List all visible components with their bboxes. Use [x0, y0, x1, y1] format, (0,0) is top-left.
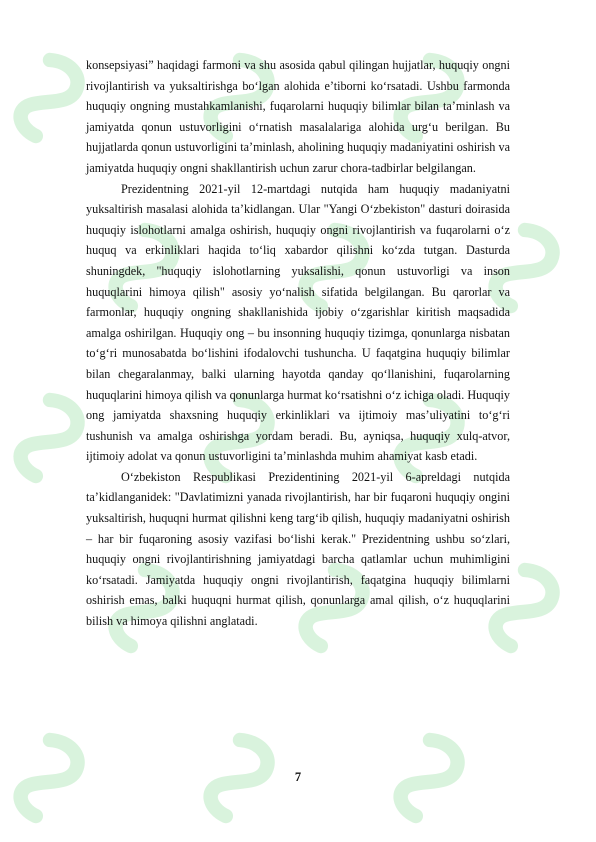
paragraph: Prezidentning 2021-yil 12-martdagi nutqida ham huquqiy madaniyatni yuksaltirish masalasi alohida ta’kidlangan. Ular "Yangi Oʻzbekiston" dasturi doirasida huquqiy islohotlarni amalga oshirish, huquqiy ongni rivojlantirish va fuqarolarni oʻz huquq va erkinliklari haqida toʻliq xabardor qilishni koʻzda tutgan. Dasturda shuningdek, "huquqiy islohotlarning yuksalishi, qonun ustuvorligi va inson huquqlarini himoya qilish" asosiy yoʻnalish sifatida belgilangan. Bu qarorlar va farmonlar, huquqiy ongning shakllanishida ijobiy oʻzgarishlar kiritish maqsadida amalga oshirilgan. Huquqiy ong – bu insonning huquqiy tizimga, qonunlarga nisbatan toʻgʻri munosabatda boʻlishini ifodalovchi tushuncha. U faqatgina huquqiy bilimlar bilan chegaralanmay, balki ularning hayotda qanday qoʻllanishini, fuqarolarning huquqlarini himoya qilish va qonunlarga hurmat koʻrsatishni oʻz ichiga oladi. Huquqiy ong jamiyatda shaxsning huquqiy erkinliklari va ijtimoiy mas’uliyatini toʻgʻri tushunish va amalga oshirishga yordam beradi. Bu, ayniqsa, huquqiy xulq-atvor, ijtimoiy adolat va qonun ustuvorligini ta’minlashda muhim ahamiyat kasb etadi.	[86, 181, 510, 464]
watermark-mark	[9, 396, 84, 481]
paragraph: konsepsiyasi” haqidagi farmoni va shu asosida qabul qilingan hujjatlar, huquqiy ongni rivojlantirish va yuksaltirishga boʻlgan alohida e’tiborni koʻrsatadi. Ushbu farmonda huquqiy ongning mustahkamlanishi, fuqarolarni huquqiy bilimlar bilan ta’minlash va jamiyatda qonun ustuvorligini oʻrnatish masalalariga alohida urgʻu berilgan. Bu hujjatlarda qonun ustuvorligini ta’minlash, aholining huquqiy madaniyatini oshirish va jamiyatda huquqiy ongni shakllantirish uchun zarur chora-tadbirlar belgilangan.	[86, 58, 510, 175]
paragraph: Oʻzbekiston Respublikasi Prezidentining 2021-yil 6-apreldagi nutqida ta’kidlanganidek: "Davlatimizni yanada rivojlantirish, har bir fuqaroni huquqiy ongini yuksaltirish, huquqni hurmat qilishni keng targʻib qilish, huquqiy madaniyatni oshirish – har bir fuqaroning asosiy vazifasi boʻlishi kerak." Prezidentning ushbu soʻzlari, huquqiy ongni rivojlantirishning jamiyatdagi barcha qatlamlar uchun muhimligini koʻrsatadi. Jamiyatda huquqiy ongni rivojlantirish, faqatgina huquqiy bilimlarni oshirish emas, balki huquqni hurmat qilish, qonunlarga amal qilish, oʻz huquqlarini bilish va himoya qilishni anglatadi.	[86, 469, 510, 629]
body-text	[86, 55, 510, 632]
watermark-mark	[9, 56, 84, 141]
page-number: 7	[294, 770, 302, 784]
